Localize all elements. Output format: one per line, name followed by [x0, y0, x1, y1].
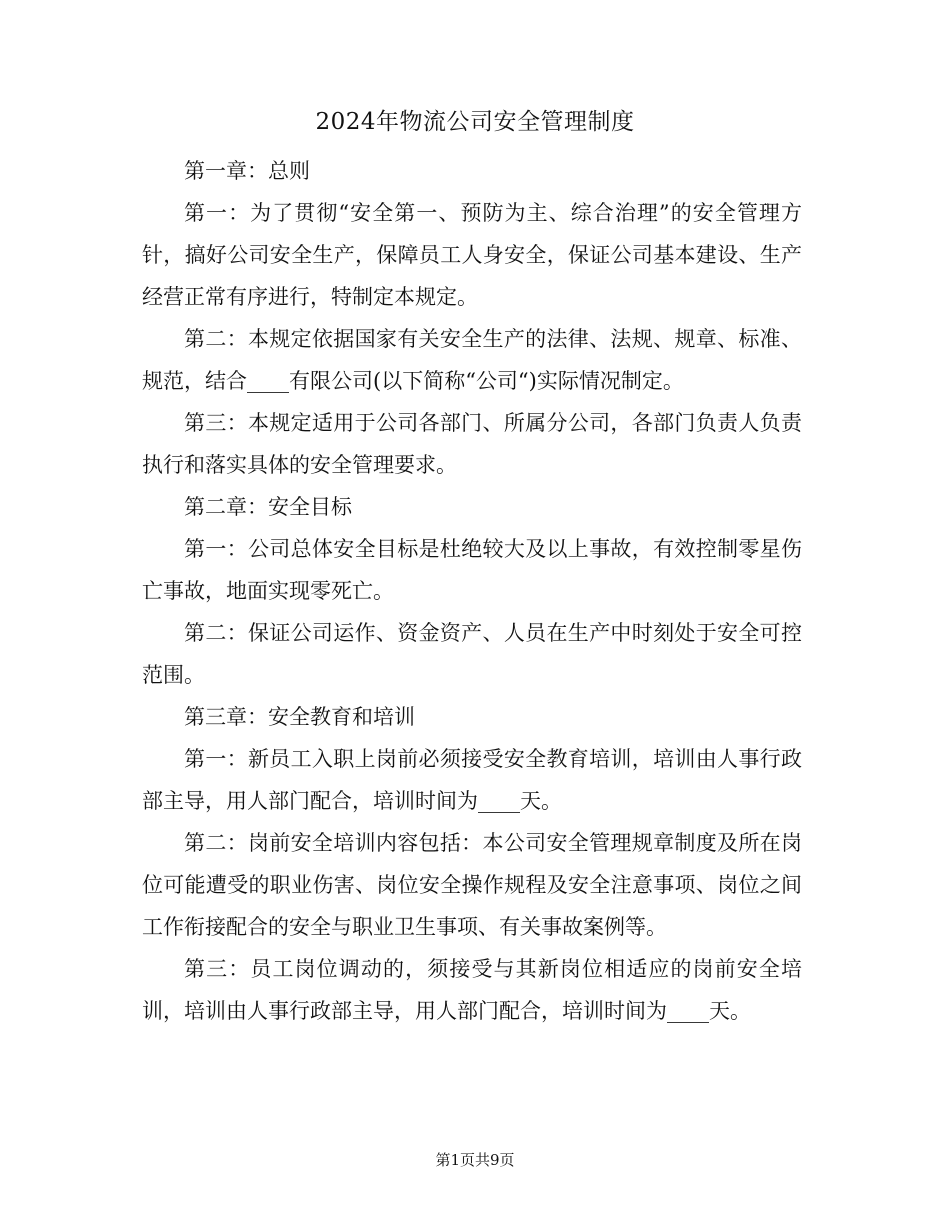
paragraph: 第三：本规定适用于公司各部门、所属分公司，各部门负责人负责执行和落实具体的安全管理要求。	[142, 411, 802, 477]
document-body	[142, 150, 802, 1032]
chapter-heading-2: 第二章：安全目标	[184, 495, 352, 519]
paragraph: 第二：岗前安全培训内容包括：本公司安全管理规章制度及所在岗位可能遭受的职业伤害、岗位安全操作规程及安全注意事项、岗位之间工作衔接配合的安全与职业卫生事项、有关事故案例等。	[142, 831, 802, 939]
paragraph: 第一：为了贯彻“安全第一、预防为主、综合治理”的安全管理方针，搞好公司安全生产，保障员工人身安全，保证公司基本建设、生产经营正常有序进行，特制定本规定。	[142, 201, 802, 309]
paragraph: 第一：公司总体安全目标是杜绝较大及以上事故，有效控制零星伤亡事故，地面实现零死亡。	[142, 537, 802, 603]
paragraph: 第二：本规定依据国家有关安全生产的法律、法规、规章、标准、规范，结合____有限公司(以下简称“公司“)实际情况制定。	[142, 327, 802, 393]
paragraph: 第一：新员工入职上岗前必须接受安全教育培训，培训由人事行政部主导，用人部门配合，培训时间为____天。	[142, 747, 802, 813]
page-number-footer: 第1页共9页	[435, 1151, 515, 1169]
chapter-heading-3: 第三章：安全教育和培训	[184, 705, 415, 729]
chapter-heading-1: 第一章：总则	[184, 159, 310, 183]
document-title: 2024年物流公司安全管理制度	[315, 109, 635, 135]
paragraph: 第三：员工岗位调动的，须接受与其新岗位相适应的岗前安全培训，培训由人事行政部主导，用人部门配合，培训时间为____天。	[142, 957, 802, 1023]
paragraph: 第二：保证公司运作、资金资产、人员在生产中时刻处于安全可控范围。	[142, 621, 802, 687]
